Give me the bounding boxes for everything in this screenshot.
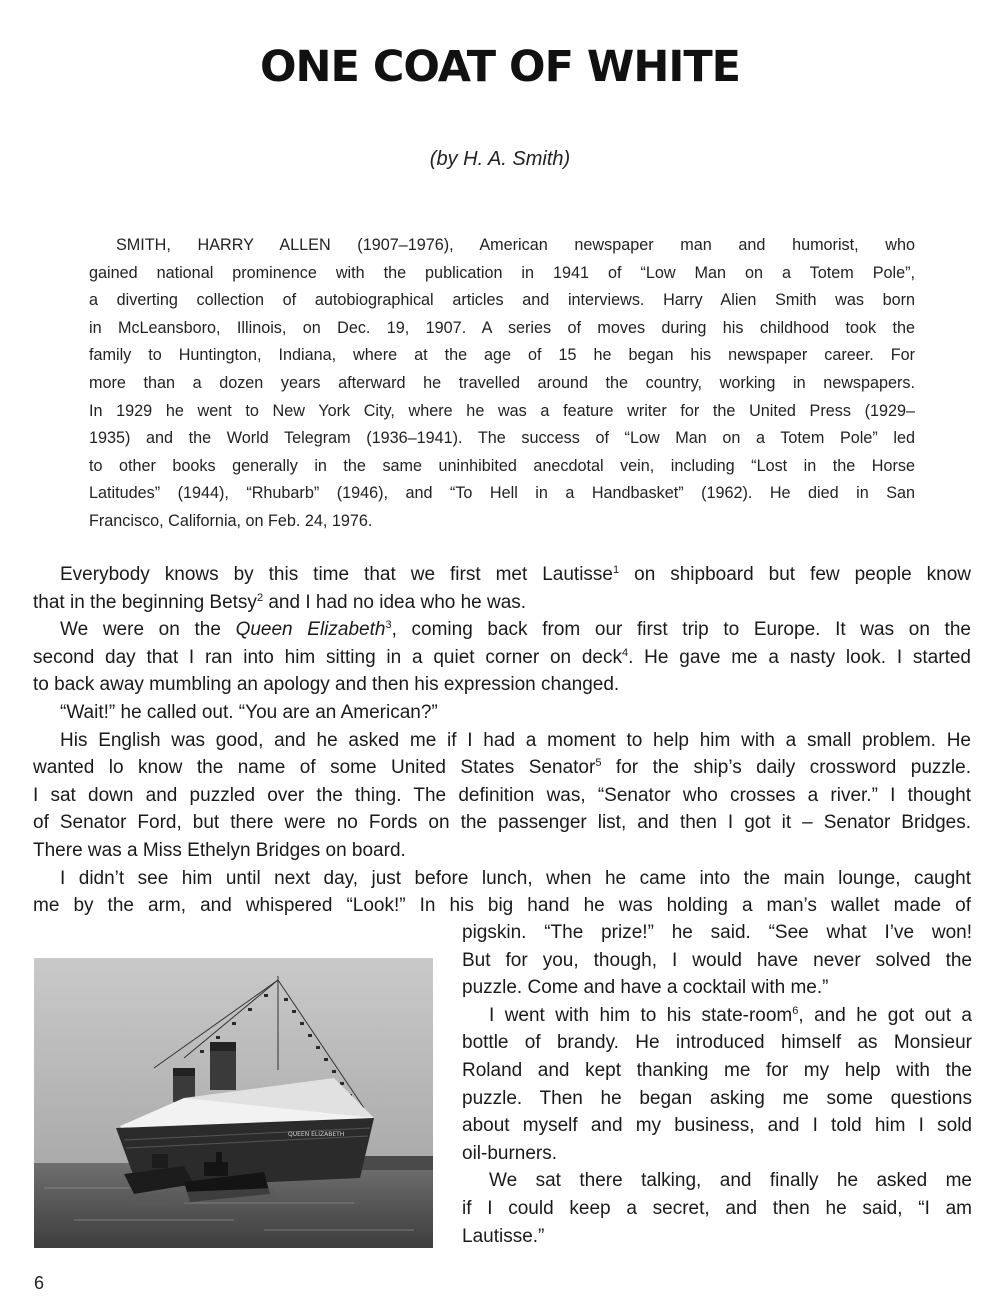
story-line: bottle of brandy. He introduced himself as Monsieur	[462, 1032, 972, 1054]
story-line: pigskin. “The prize!” he said. “See what I’ve won!	[462, 922, 972, 943]
bio-line: more than a dozen years afterward he travelled around the country, working in newspapers.	[89, 373, 915, 392]
ship-photograph	[34, 958, 433, 1248]
page-title: ONE COAT OF WHITE	[259, 42, 741, 92]
footnote-ref: 1	[613, 564, 620, 576]
bio-line: a diverting collection of autobiographical articles and interviews. Harry Alien Smith was born	[89, 291, 915, 310]
story-line: of Senator Ford, but there were no Fords on the passenger list, and then I got it – Senator Bridges.	[33, 812, 971, 834]
bio-line: gained national prominence with the publication in 1941 of “Low Man on a Totem Pole”,	[89, 263, 915, 282]
ship-name-label: QUEEN ELIZABETH	[288, 1131, 345, 1138]
story-line: I didn’t see him until next day, just before lunch, when he came into the main lounge, caught	[60, 867, 971, 889]
story-line: puzzle. Come and have a cocktail with me.”	[462, 977, 829, 999]
footnote-ref: 4	[622, 646, 629, 659]
author-byline: (by H. A. Smith)	[429, 148, 571, 170]
story-line: Lautisse.”	[462, 1225, 545, 1247]
bio-line: In 1929 he went to New York City, where he was a feature writer for the United Press (1929–	[89, 401, 915, 420]
story-text-column	[462, 919, 972, 1250]
page-number: 6	[34, 1273, 45, 1293]
story-line: about myself and my business, and I told him I sold	[462, 1115, 972, 1137]
bio-line: SMITH, HARRY ALLEN (1907–1976), American newspaper man and humorist, who	[116, 236, 915, 254]
story-text	[33, 561, 971, 920]
footnote-ref: 6	[792, 1004, 799, 1017]
story-line: But for you, though, I would have never solved the	[462, 949, 972, 971]
story-line: His English was good, and he asked me if I had a moment to help him with a small problem. He	[60, 729, 971, 751]
bio-line: Latitudes” (1944), “Rhubarb” (1946), and “To Hell in a Handbasket” (1962). He died in San	[89, 484, 915, 503]
author-biography	[89, 232, 915, 536]
bio-line: family to Huntington, Indiana, where at the age of 15 he began his newspaper career. For	[89, 346, 915, 365]
footnote-ref: 5	[595, 757, 602, 770]
bio-line: 1935) and the World Telegram (1936–1941). The success of “Low Man on a Totem Pole” led	[89, 429, 915, 448]
story-line: if I could keep a secret, and then he said, “I am	[462, 1197, 972, 1219]
story-line: We were on the Queen Elizabeth$^3$, coming back from our first trip to Europe. It was on the	[60, 619, 971, 641]
story-line: We sat there talking, and finally he asked me	[489, 1170, 972, 1192]
story-line: There was a Miss Ethelyn Bridges on board.	[33, 839, 406, 861]
story-line: I went with him to his state-room$^6$, and he got out a	[489, 1004, 972, 1026]
story-line: me by the arm, and whispered “Look!” In his big hand he was holding a man’s wallet made of	[33, 895, 971, 917]
story-line: to back away mumbling an apology and then his expression changed.	[33, 674, 620, 696]
footnote-ref: 2	[256, 591, 264, 604]
story-line: puzzle. Then he began asking me some questions	[462, 1087, 972, 1109]
story-line: that in the beginning Betsy$^2$ and I had no idea who he was.	[33, 591, 527, 613]
ship-illustration	[34, 958, 433, 1248]
story-line: wanted lo know the name of some United States Senator$^5$ for the ship’s daily crossword puzzle.	[33, 757, 971, 779]
bio-line: in McLeansboro, Illinois, on Dec. 19, 1907. A series of moves during his childhood took the	[89, 318, 915, 337]
story-line: “Wait!” he called out. “You are an American?”	[60, 701, 438, 723]
story-line: oil-burners.	[462, 1142, 558, 1164]
footnote-ref: 3	[385, 619, 392, 632]
bio-line: to other books generally in the same uninhibited anecdotal vein, including “Lost in the Horse	[89, 456, 915, 475]
story-line: I sat down and puzzled over the thing. The definition was, “Senator who crosses a river.” I thought	[33, 784, 971, 806]
story-line: Roland and kept thanking me for my help with the	[462, 1059, 972, 1081]
bio-line: Francisco, California, on Feb. 24, 1976.	[89, 511, 373, 530]
story-line: Everybody knows by this time that we first met Lautisse$^1$ on shipboard but few people know	[60, 564, 971, 585]
story-line: second day that I ran into him sitting in a quiet corner on deck$^4$. He gave me a nasty look. I started	[33, 646, 971, 668]
